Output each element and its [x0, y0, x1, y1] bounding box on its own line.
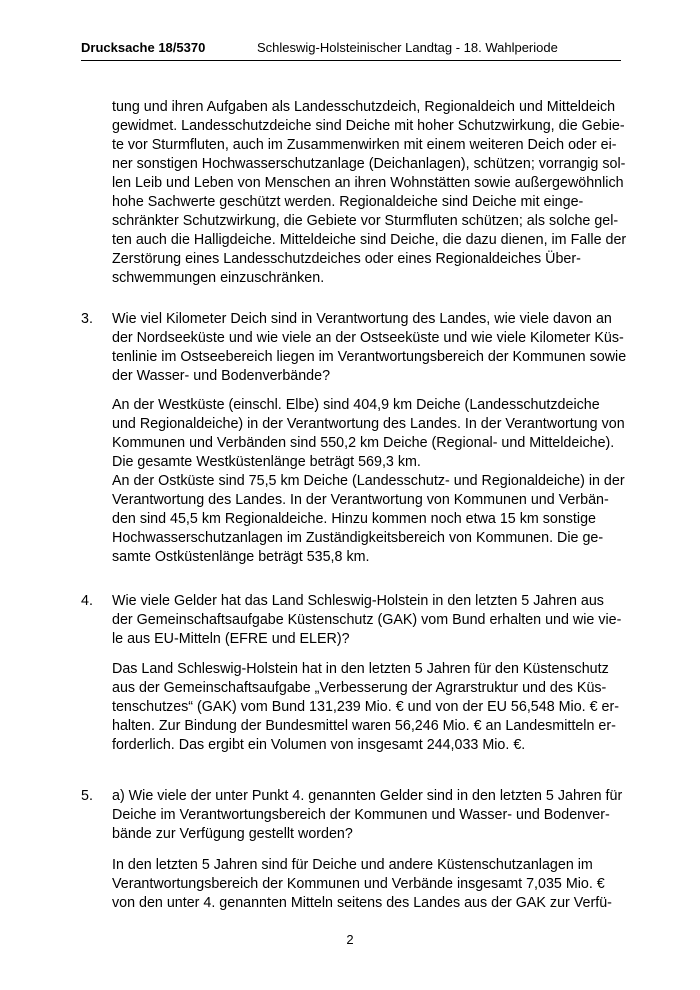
text-line: der Gemeinschaftsaufgabe Küstenschutz (GAK) vom Bund erhalten und wie vie-	[112, 612, 622, 628]
text-line: gewidmet. Landesschutzdeiche sind Deiche mit hoher Schutzwirkung, die Gebie-	[112, 118, 625, 134]
answer-3-text	[112, 396, 628, 567]
text-line: Zerstörung eines Landesschutzdeiches oder eines Regionaldeiches Über-	[112, 251, 581, 267]
question-5-number: 5.	[81, 788, 93, 804]
text-line: Die gesamte Westküstenlänge beträgt 569,3 km.	[112, 454, 421, 470]
text-line: Wie viel Kilometer Deich sind in Verantwortung des Landes, wie viele davon an	[112, 311, 612, 327]
text-line: Das Land Schleswig-Holstein hat in den letzten 5 Jahren für den Küstenschutz	[112, 661, 609, 677]
question-4-text	[112, 592, 628, 649]
question-3-number: 3.	[81, 311, 93, 327]
text-line: den sind 45,5 km Regionaldeiche. Hinzu kommen noch etwa 15 km sonstige	[112, 511, 596, 527]
page-number: 2	[346, 932, 354, 947]
text-line: In den letzten 5 Jahren sind für Deiche und andere Küstenschutzanlagen im	[112, 857, 593, 873]
header-title: Schleswig-Holsteinischer Landtag - 18. Wahlperiode	[257, 40, 558, 55]
text-line: te vor Sturmfluten, auch im Zusammenwirken mit einem weiteren Deich oder ei-	[112, 137, 617, 153]
question-5-text	[112, 787, 628, 844]
text-line: von den unter 4. genannten Mitteln seitens des Landes aus der GAK zur Verfü-	[112, 895, 612, 911]
document-number: Drucksache 18/5370	[81, 40, 206, 55]
text-line: forderlich. Das ergibt ein Volumen von insgesamt 244,033 Mio. €.	[112, 737, 526, 753]
text-line: halten. Zur Bindung der Bundesmittel waren 56,246 Mio. € an Landesmitteln er-	[112, 718, 616, 734]
text-line: samte Ostküstenlänge beträgt 535,8 km.	[112, 549, 370, 565]
text-line: Wie viele Gelder hat das Land Schleswig-Holstein in den letzten 5 Jahren aus	[112, 593, 604, 609]
text-line: ten auch die Halligdeiche. Mitteldeiche sind Deiche, die dazu dienen, im Falle der	[112, 232, 627, 248]
text-line: Verantwortung des Landes. In der Verantwortung von Kommunen und Verbän-	[112, 492, 609, 508]
text-line: aus der Gemeinschaftsaufgabe „Verbesserung der Agrarstruktur und des Küs-	[112, 680, 607, 696]
text-line: le aus EU-Mitteln (EFRE und ELER)?	[112, 631, 350, 647]
text-line: der Nordseeküste und wie viele an der Ostseeküste und wie viele Kilometer Küs-	[112, 330, 624, 346]
text-line: Hochwasserschutzanlagen im Zuständigkeitsbereich von Kommunen. Die ge-	[112, 530, 604, 546]
text-line: len Leib und Leben von Menschen an ihren Wohnstätten sowie außergewöhnlich	[112, 175, 624, 191]
answer-5-text	[112, 856, 628, 913]
text-line: schwemmungen einzuschränken.	[112, 270, 325, 286]
text-line: tung und ihren Aufgaben als Landesschutzdeich, Regionaldeich und Mitteldeich	[112, 99, 616, 115]
text-line: Verantwortungsbereich der Kommunen und Verbände insgesamt 7,035 Mio. €	[112, 876, 605, 892]
question-3-text	[112, 310, 628, 386]
text-line: An der Westküste (einschl. Elbe) sind 404,9 km Deiche (Landesschutzdeiche	[112, 397, 600, 413]
text-line: Deiche im Verantwortungsbereich der Kommunen und Wasser- und Bodenver-	[112, 807, 610, 823]
question-4-number: 4.	[81, 593, 93, 609]
text-line: der Wasser- und Bodenverbände?	[112, 368, 331, 384]
text-line: tenlinie im Ostseebereich liegen im Verantwortungsbereich der Kommunen sowie	[112, 349, 627, 365]
answer-4-text	[112, 660, 628, 755]
text-line: An der Ostküste sind 75,5 km Deiche (Landesschutz- und Regionaldeiche) in der	[112, 473, 625, 489]
text-line: schränkter Schutzwirkung, die Gebiete vor Sturmfluten schützen; als solche gel-	[112, 213, 619, 229]
text-line: tenschutzes“ (GAK) vom Bund 131,239 Mio. € und von der EU 56,548 Mio. € er-	[112, 699, 620, 715]
text-line: a) Wie viele der unter Punkt 4. genannten Gelder sind in den letzten 5 Jahren für	[112, 788, 623, 804]
text-line: bände zur Verfügung gestellt worden?	[112, 826, 353, 842]
intro-paragraph	[112, 98, 628, 288]
text-line: hohe Sachwerte geschützt werden. Regionaldeiche sind Deiche mit einge-	[112, 194, 584, 210]
text-line: ner sonstigen Hochwasserschutzanlage (Deichanlagen), schützen; vorrangig sol-	[112, 156, 626, 172]
text-line: Kommunen und Verbänden sind 550,2 km Deiche (Regional- und Mitteldeiche).	[112, 435, 615, 451]
text-line: und Regionaldeiche) in der Verantwortung des Landes. In der Verantwortung von	[112, 416, 625, 432]
page-header	[81, 38, 621, 61]
